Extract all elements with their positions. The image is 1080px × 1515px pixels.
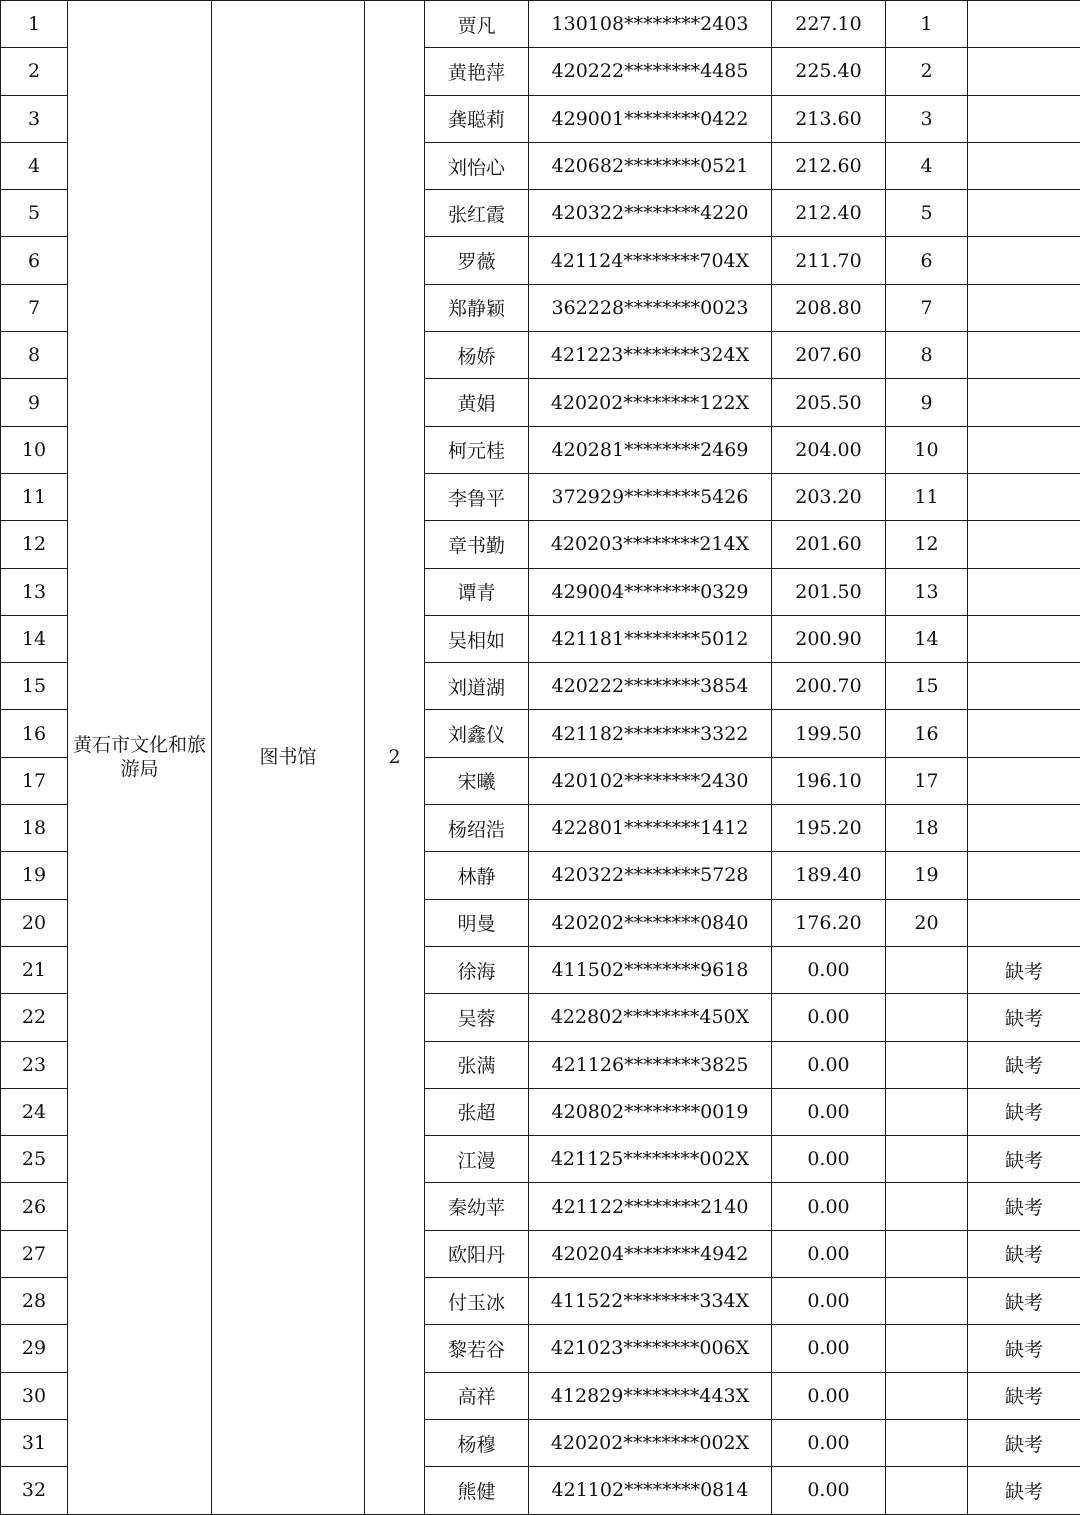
rank-cell bbox=[886, 1278, 968, 1325]
id-number-cell: 420202********002X bbox=[529, 1419, 772, 1466]
id-number-cell: 420281********2469 bbox=[529, 426, 772, 473]
name-cell: 罗薇 bbox=[425, 237, 529, 284]
id-number-cell: 412829********443X bbox=[529, 1372, 772, 1419]
remark-cell bbox=[968, 379, 1080, 426]
score-cell: 0.00 bbox=[772, 1183, 886, 1230]
serial-number-cell: 4 bbox=[1, 142, 68, 189]
score-cell: 205.50 bbox=[772, 379, 886, 426]
score-cell: 0.00 bbox=[772, 1278, 886, 1325]
serial-number-cell: 24 bbox=[1, 1088, 68, 1135]
id-number-cell: 420322********5728 bbox=[529, 852, 772, 899]
rank-cell: 20 bbox=[886, 899, 968, 946]
name-cell: 黄艳萍 bbox=[425, 48, 529, 95]
serial-number-cell: 5 bbox=[1, 190, 68, 237]
score-cell: 199.50 bbox=[772, 710, 886, 757]
remark-cell bbox=[968, 710, 1080, 757]
score-cell: 201.50 bbox=[772, 568, 886, 615]
name-cell: 吴相如 bbox=[425, 615, 529, 662]
id-number-cell: 420202********0840 bbox=[529, 899, 772, 946]
rank-cell bbox=[886, 1183, 968, 1230]
score-cell: 0.00 bbox=[772, 1325, 886, 1372]
name-cell: 杨穆 bbox=[425, 1419, 529, 1466]
name-cell: 柯元桂 bbox=[425, 426, 529, 473]
rank-cell: 11 bbox=[886, 473, 968, 520]
score-cell: 196.10 bbox=[772, 757, 886, 804]
id-number-cell: 421122********2140 bbox=[529, 1183, 772, 1230]
name-cell: 吴蓉 bbox=[425, 994, 529, 1041]
remark-cell bbox=[968, 284, 1080, 331]
remark-cell bbox=[968, 899, 1080, 946]
id-number-cell: 422802********450X bbox=[529, 994, 772, 1041]
score-cell: 203.20 bbox=[772, 473, 886, 520]
score-cell: 195.20 bbox=[772, 805, 886, 852]
id-number-cell: 421181********5012 bbox=[529, 615, 772, 662]
id-number-cell: 411522********334X bbox=[529, 1278, 772, 1325]
remark-cell bbox=[968, 332, 1080, 379]
name-cell: 付玉冰 bbox=[425, 1278, 529, 1325]
id-number-cell: 421125********002X bbox=[529, 1136, 772, 1183]
serial-number-cell: 25 bbox=[1, 1136, 68, 1183]
id-number-cell: 420222********3854 bbox=[529, 663, 772, 710]
name-cell: 章书勤 bbox=[425, 521, 529, 568]
score-cell: 227.10 bbox=[772, 1, 886, 48]
name-cell: 明曼 bbox=[425, 899, 529, 946]
remark-cell: 缺考 bbox=[968, 1278, 1080, 1325]
score-cell: 0.00 bbox=[772, 946, 886, 993]
id-number-cell: 422801********1412 bbox=[529, 805, 772, 852]
id-number-cell: 420802********0019 bbox=[529, 1088, 772, 1135]
remark-cell bbox=[968, 142, 1080, 189]
rank-cell: 1 bbox=[886, 1, 968, 48]
name-cell: 郑静颖 bbox=[425, 284, 529, 331]
remark-cell bbox=[968, 663, 1080, 710]
id-number-cell: 411502********9618 bbox=[529, 946, 772, 993]
serial-number-cell: 17 bbox=[1, 757, 68, 804]
serial-number-cell: 20 bbox=[1, 899, 68, 946]
remark-cell bbox=[968, 190, 1080, 237]
rank-cell: 5 bbox=[886, 190, 968, 237]
remark-cell bbox=[968, 48, 1080, 95]
serial-number-cell: 30 bbox=[1, 1372, 68, 1419]
score-cell: 0.00 bbox=[772, 1372, 886, 1419]
remark-cell bbox=[968, 1, 1080, 48]
remark-cell: 缺考 bbox=[968, 1041, 1080, 1088]
serial-number-cell: 15 bbox=[1, 663, 68, 710]
remark-cell: 缺考 bbox=[968, 1136, 1080, 1183]
serial-number-cell: 9 bbox=[1, 379, 68, 426]
serial-number-cell: 27 bbox=[1, 1230, 68, 1277]
name-cell: 贾凡 bbox=[425, 1, 529, 48]
name-cell: 龚聪莉 bbox=[425, 95, 529, 142]
name-cell: 张满 bbox=[425, 1041, 529, 1088]
remark-cell: 缺考 bbox=[968, 1419, 1080, 1466]
rank-cell: 13 bbox=[886, 568, 968, 615]
remark-cell bbox=[968, 568, 1080, 615]
name-cell: 江漫 bbox=[425, 1136, 529, 1183]
id-number-cell: 420322********4220 bbox=[529, 190, 772, 237]
name-cell: 张红霞 bbox=[425, 190, 529, 237]
department-cell: 黄石市文化和旅游局 bbox=[68, 1, 212, 1515]
serial-number-cell: 16 bbox=[1, 710, 68, 757]
rank-cell bbox=[886, 1372, 968, 1419]
rank-cell: 15 bbox=[886, 663, 968, 710]
rank-cell bbox=[886, 1467, 968, 1514]
score-cell: 208.80 bbox=[772, 284, 886, 331]
rank-cell bbox=[886, 1041, 968, 1088]
id-number-cell: 429001********0422 bbox=[529, 95, 772, 142]
id-number-cell: 420203********214X bbox=[529, 521, 772, 568]
name-cell: 欧阳丹 bbox=[425, 1230, 529, 1277]
serial-number-cell: 19 bbox=[1, 852, 68, 899]
remark-cell: 缺考 bbox=[968, 1088, 1080, 1135]
score-cell: 0.00 bbox=[772, 994, 886, 1041]
table-body bbox=[1, 1, 1080, 1515]
rank-cell: 4 bbox=[886, 142, 968, 189]
rank-cell: 9 bbox=[886, 379, 968, 426]
rank-cell bbox=[886, 1230, 968, 1277]
id-number-cell: 421102********0814 bbox=[529, 1467, 772, 1514]
remark-cell bbox=[968, 852, 1080, 899]
score-cell: 189.40 bbox=[772, 852, 886, 899]
rank-cell: 12 bbox=[886, 521, 968, 568]
serial-number-cell: 11 bbox=[1, 473, 68, 520]
serial-number-cell: 7 bbox=[1, 284, 68, 331]
name-cell: 高祥 bbox=[425, 1372, 529, 1419]
serial-number-cell: 1 bbox=[1, 1, 68, 48]
serial-number-cell: 26 bbox=[1, 1183, 68, 1230]
remark-cell: 缺考 bbox=[968, 1372, 1080, 1419]
serial-number-cell: 3 bbox=[1, 95, 68, 142]
score-cell: 204.00 bbox=[772, 426, 886, 473]
rank-cell: 17 bbox=[886, 757, 968, 804]
name-cell: 熊健 bbox=[425, 1467, 529, 1514]
id-number-cell: 420222********4485 bbox=[529, 48, 772, 95]
remark-cell: 缺考 bbox=[968, 994, 1080, 1041]
remark-cell bbox=[968, 757, 1080, 804]
score-cell: 0.00 bbox=[772, 1467, 886, 1514]
serial-number-cell: 6 bbox=[1, 237, 68, 284]
rank-cell bbox=[886, 1088, 968, 1135]
score-cell: 176.20 bbox=[772, 899, 886, 946]
serial-number-cell: 14 bbox=[1, 615, 68, 662]
remark-cell: 缺考 bbox=[968, 1183, 1080, 1230]
name-cell: 宋曦 bbox=[425, 757, 529, 804]
name-cell: 谭青 bbox=[425, 568, 529, 615]
name-cell: 杨娇 bbox=[425, 332, 529, 379]
rank-cell bbox=[886, 1136, 968, 1183]
id-number-cell: 421124********704X bbox=[529, 237, 772, 284]
score-cell: 225.40 bbox=[772, 48, 886, 95]
id-number-cell: 420102********2430 bbox=[529, 757, 772, 804]
score-cell: 200.70 bbox=[772, 663, 886, 710]
serial-number-cell: 18 bbox=[1, 805, 68, 852]
rank-cell: 2 bbox=[886, 48, 968, 95]
serial-number-cell: 13 bbox=[1, 568, 68, 615]
table-row bbox=[1, 1, 1080, 48]
remark-cell bbox=[968, 426, 1080, 473]
rank-cell: 6 bbox=[886, 237, 968, 284]
serial-number-cell: 8 bbox=[1, 332, 68, 379]
serial-number-cell: 10 bbox=[1, 426, 68, 473]
name-cell: 杨绍浩 bbox=[425, 805, 529, 852]
name-cell: 林静 bbox=[425, 852, 529, 899]
remark-cell bbox=[968, 805, 1080, 852]
serial-number-cell: 32 bbox=[1, 1467, 68, 1514]
score-cell: 0.00 bbox=[772, 1230, 886, 1277]
serial-number-cell: 23 bbox=[1, 1041, 68, 1088]
remark-cell: 缺考 bbox=[968, 946, 1080, 993]
serial-number-cell: 2 bbox=[1, 48, 68, 95]
score-cell: 213.60 bbox=[772, 95, 886, 142]
unit-cell: 图书馆 bbox=[212, 1, 365, 1515]
score-cell: 0.00 bbox=[772, 1041, 886, 1088]
serial-number-cell: 29 bbox=[1, 1325, 68, 1372]
id-number-cell: 421023********006X bbox=[529, 1325, 772, 1372]
score-cell: 211.70 bbox=[772, 237, 886, 284]
name-cell: 徐海 bbox=[425, 946, 529, 993]
id-number-cell: 420682********0521 bbox=[529, 142, 772, 189]
rank-cell bbox=[886, 1325, 968, 1372]
rank-cell: 8 bbox=[886, 332, 968, 379]
id-number-cell: 130108********2403 bbox=[529, 1, 772, 48]
id-number-cell: 421126********3825 bbox=[529, 1041, 772, 1088]
name-cell: 李鲁平 bbox=[425, 473, 529, 520]
remark-cell: 缺考 bbox=[968, 1467, 1080, 1514]
remark-cell: 缺考 bbox=[968, 1325, 1080, 1372]
rank-cell bbox=[886, 1419, 968, 1466]
name-cell: 刘鑫仪 bbox=[425, 710, 529, 757]
rank-cell: 3 bbox=[886, 95, 968, 142]
id-number-cell: 421223********324X bbox=[529, 332, 772, 379]
serial-number-cell: 12 bbox=[1, 521, 68, 568]
name-cell: 张超 bbox=[425, 1088, 529, 1135]
serial-number-cell: 28 bbox=[1, 1278, 68, 1325]
rank-cell: 10 bbox=[886, 426, 968, 473]
quota-cell: 2 bbox=[365, 1, 425, 1515]
rank-cell: 16 bbox=[886, 710, 968, 757]
id-number-cell: 420204********4942 bbox=[529, 1230, 772, 1277]
serial-number-cell: 21 bbox=[1, 946, 68, 993]
score-cell: 200.90 bbox=[772, 615, 886, 662]
score-cell: 201.60 bbox=[772, 521, 886, 568]
name-cell: 秦幼苹 bbox=[425, 1183, 529, 1230]
id-number-cell: 429004********0329 bbox=[529, 568, 772, 615]
remark-cell: 缺考 bbox=[968, 1230, 1080, 1277]
rank-cell bbox=[886, 946, 968, 993]
remark-cell bbox=[968, 521, 1080, 568]
serial-number-cell: 22 bbox=[1, 994, 68, 1041]
rank-cell bbox=[886, 994, 968, 1041]
name-cell: 刘道湖 bbox=[425, 663, 529, 710]
name-cell: 黎若谷 bbox=[425, 1325, 529, 1372]
score-cell: 212.60 bbox=[772, 142, 886, 189]
rank-cell: 14 bbox=[886, 615, 968, 662]
name-cell: 刘怡心 bbox=[425, 142, 529, 189]
remark-cell bbox=[968, 95, 1080, 142]
name-cell: 黄娟 bbox=[425, 379, 529, 426]
remark-cell bbox=[968, 473, 1080, 520]
score-cell: 0.00 bbox=[772, 1088, 886, 1135]
id-number-cell: 420202********122X bbox=[529, 379, 772, 426]
serial-number-cell: 31 bbox=[1, 1419, 68, 1466]
remark-cell bbox=[968, 237, 1080, 284]
id-number-cell: 372929********5426 bbox=[529, 473, 772, 520]
remark-cell bbox=[968, 615, 1080, 662]
id-number-cell: 362228********0023 bbox=[529, 284, 772, 331]
score-cell: 207.60 bbox=[772, 332, 886, 379]
id-number-cell: 421182********3322 bbox=[529, 710, 772, 757]
rank-cell: 18 bbox=[886, 805, 968, 852]
score-cell: 212.40 bbox=[772, 190, 886, 237]
rank-cell: 19 bbox=[886, 852, 968, 899]
score-cell: 0.00 bbox=[772, 1419, 886, 1466]
score-cell: 0.00 bbox=[772, 1136, 886, 1183]
rank-cell: 7 bbox=[886, 284, 968, 331]
